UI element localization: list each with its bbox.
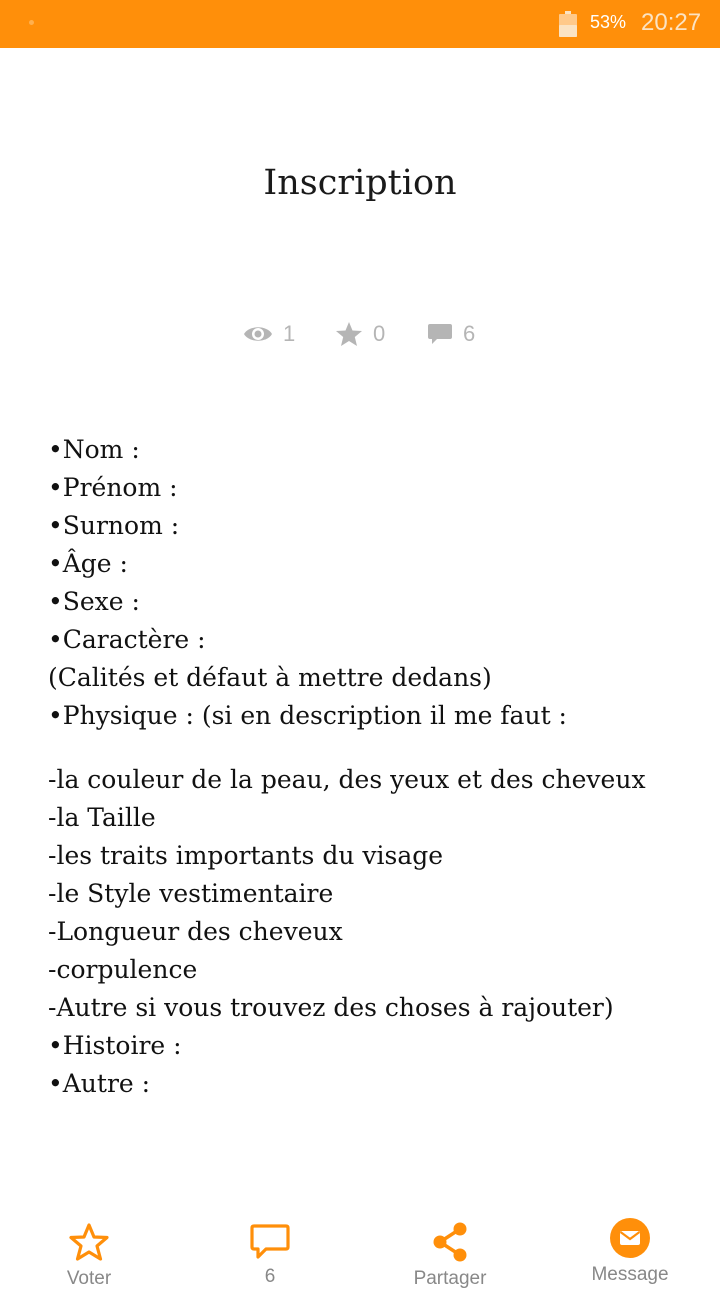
bottom-action-bar xyxy=(0,1205,720,1289)
comments-button[interactable] xyxy=(200,1205,340,1287)
body-line: •Histoire : xyxy=(48,1031,182,1060)
body-line: -les traits importants du visage xyxy=(48,841,444,870)
views-count: 1 xyxy=(283,321,296,346)
comments-label: 6 xyxy=(264,1266,276,1287)
clock: 20:27 xyxy=(641,9,702,36)
views-stat xyxy=(243,316,295,352)
votes-stat xyxy=(335,316,385,352)
battery-percent: 53% xyxy=(590,12,627,32)
body-line: -le Style vestimentaire xyxy=(48,879,334,908)
body-line: -la couleur de la peau, des yeux et des cheveux xyxy=(48,765,646,794)
share-icon xyxy=(430,1221,470,1263)
body-line: -corpulence xyxy=(48,955,198,984)
share-label: Partager xyxy=(413,1268,487,1289)
body-line: •Sexe : xyxy=(48,587,140,616)
message-button[interactable] xyxy=(560,1205,700,1285)
body-line: (Calités et défaut à mettre dedans) xyxy=(48,663,492,692)
eye-icon xyxy=(243,323,273,345)
body-line: •Autre : xyxy=(48,1069,151,1098)
votes-count: 0 xyxy=(373,321,386,346)
vote-button[interactable] xyxy=(19,1205,159,1289)
star-outline-icon xyxy=(68,1222,110,1262)
vote-label: Voter xyxy=(66,1268,112,1289)
comment-outline-icon xyxy=(249,1223,291,1261)
story-body xyxy=(48,431,688,1103)
body-line: •Prénom : xyxy=(48,473,178,502)
message-label: Message xyxy=(591,1264,669,1285)
comments-count: 6 xyxy=(463,321,476,346)
star-icon xyxy=(335,321,363,347)
body-line: •Nom : xyxy=(48,435,140,464)
share-button[interactable] xyxy=(380,1205,520,1289)
body-line: -Autre si vous trouvez des choses à rajouter) xyxy=(48,993,614,1022)
body-line: •Âge : xyxy=(48,549,128,578)
body-line: -Longueur des cheveux xyxy=(48,917,343,946)
body-line: •Physique : (si en description il me faut : xyxy=(48,701,567,730)
status-bar xyxy=(0,0,720,48)
body-line: •Surnom : xyxy=(48,511,180,540)
comment-icon xyxy=(427,322,453,346)
page-title: Inscription xyxy=(263,163,457,203)
body-line: •Caractère : xyxy=(48,625,206,654)
body-line: -la Taille xyxy=(48,803,156,832)
mail-icon xyxy=(609,1217,651,1259)
comments-stat xyxy=(427,316,475,352)
battery-icon xyxy=(559,11,577,37)
story-stats xyxy=(0,316,720,352)
notification-dot xyxy=(29,20,34,25)
